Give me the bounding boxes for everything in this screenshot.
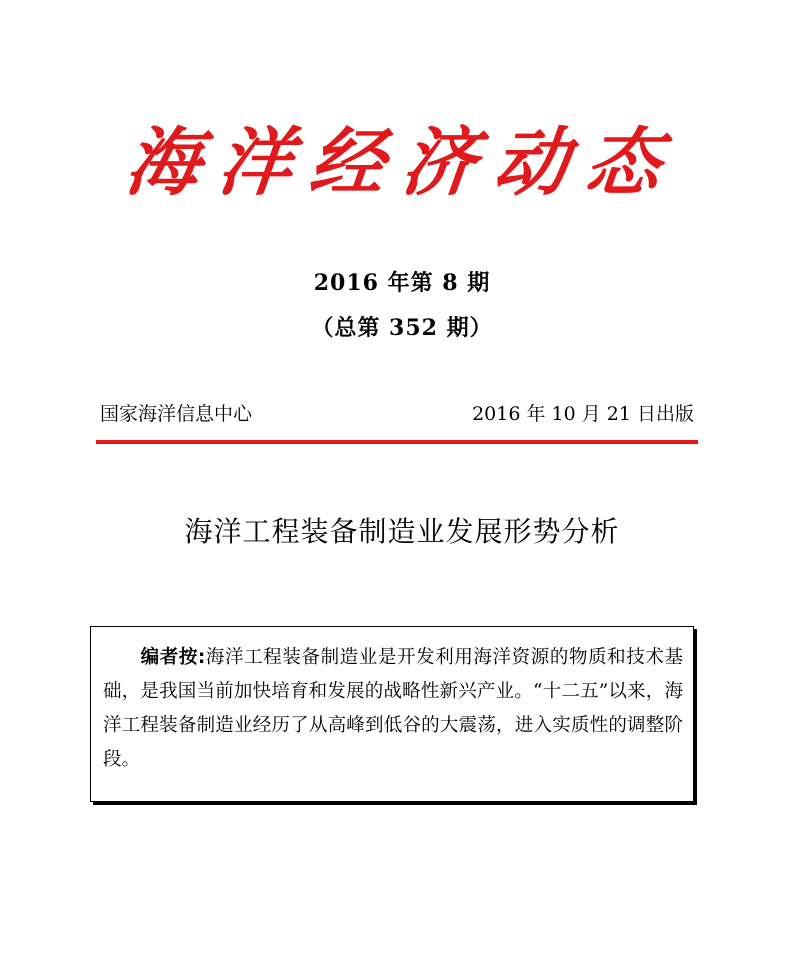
publication-date: 2016 年 10 月 21 日出版 — [472, 403, 694, 425]
editor-note-box — [90, 626, 694, 802]
editor-note-text: 海洋工程装备制造业是开发利用海洋资源的物质和技术基础，是我国当前加快培育和发展的战略性新兴产业。“十二五”以来，海洋工程装备制造业经历了从高峰到低谷的大震荡，进入实质性的调整阶段。 — [103, 647, 683, 770]
header-divider — [96, 440, 698, 444]
publisher: 国家海洋信息中心 — [100, 403, 253, 425]
issue-number: 2016 年第 8 期 — [313, 270, 491, 296]
article-title: 海洋工程装备制造业发展形势分析 — [184, 515, 620, 548]
issue-total: （总第 352 期） — [311, 315, 493, 341]
editor-note-label: 编者按: — [140, 647, 206, 668]
masthead-title: 海洋经济动态 — [121, 120, 683, 206]
